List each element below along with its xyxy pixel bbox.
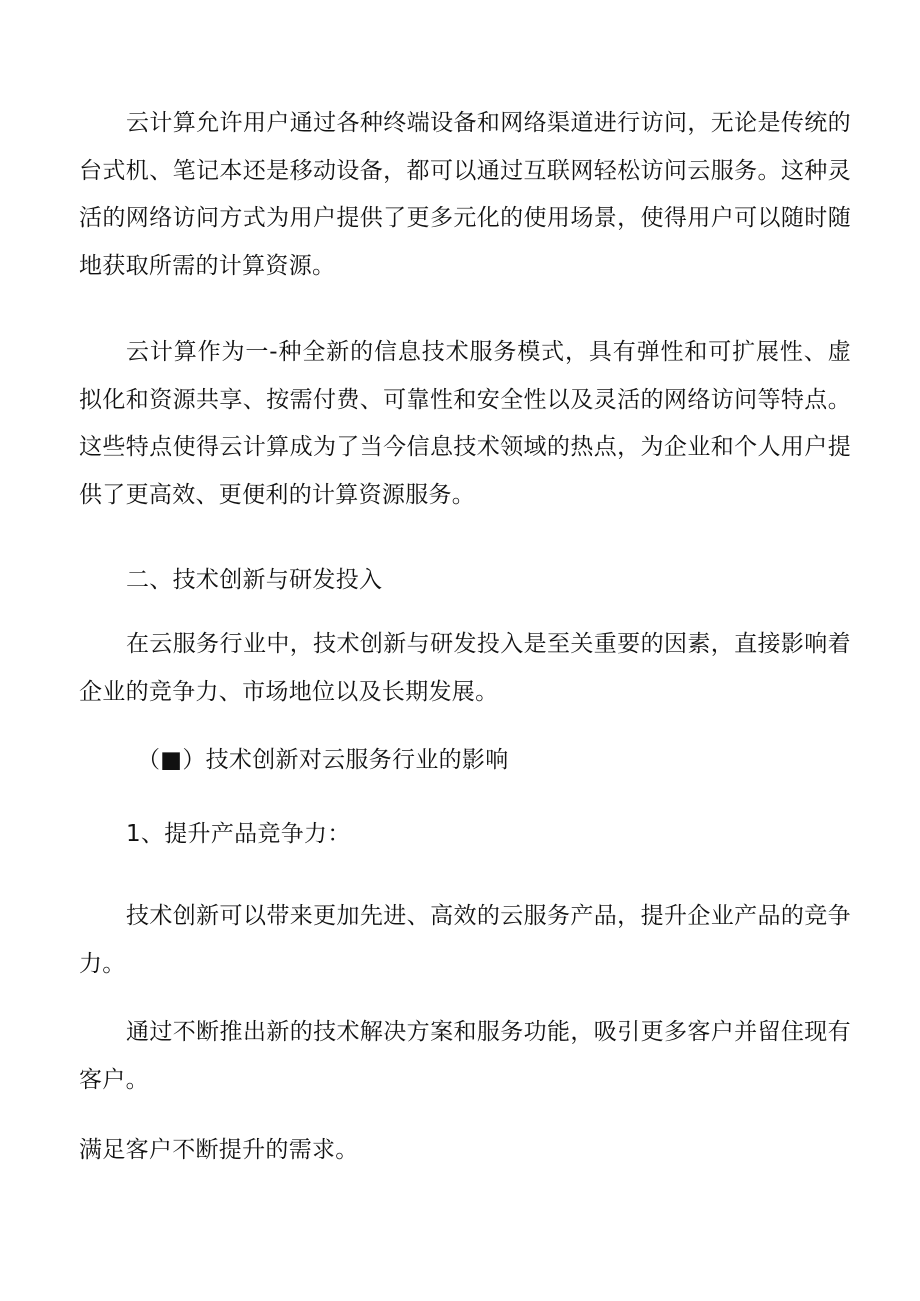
- paragraph-cloud-access: 云计算允许用户通过各种终端设备和网络渠道进行访问，无论是传统的台式机、笔记本还是移动设备，都可以通过互联网轻松访问云服务。这种灵活的网络访问方式为用户提供了更多元化的使用场景，使得用户可以随时随地获取所需的计算资源。: [79, 110, 851, 279]
- list-heading-product-competitiveness: 1、提升产品竞争力：: [126, 821, 351, 847]
- paragraph-advanced-products: 技术创新可以带来更加先进、高效的云服务产品，提升企业产品的竞争力。: [79, 903, 851, 977]
- paragraph-new-solutions: 通过不断推出新的技术解决方案和服务功能，吸引更多客户并留住现有客户。: [79, 1019, 851, 1093]
- section-heading-tech-innovation: 二、技术创新与研发投入: [126, 567, 383, 593]
- subsection-heading-impact: （■）技术创新对云服务行业的影响: [137, 747, 509, 773]
- paragraph-customer-needs: 满足客户不断提升的需求。: [79, 1137, 359, 1163]
- paragraph-rd-importance: 在云服务行业中，技术创新与研发投入是至关重要的因素，直接影响着企业的竞争力、市场地位以及长期发展。: [79, 631, 851, 705]
- paragraph-cloud-features: 云计算作为一-种全新的信息技术服务模式，具有弹性和可扩展性、虚拟化和资源共享、按需付费、可靠性和安全性以及灵活的网络访问等特点。这些特点使得云计算成为了当今信息技术领域的热点，为企业和个人用户提供了更高效、更便利的计算资源服务。: [79, 339, 851, 508]
